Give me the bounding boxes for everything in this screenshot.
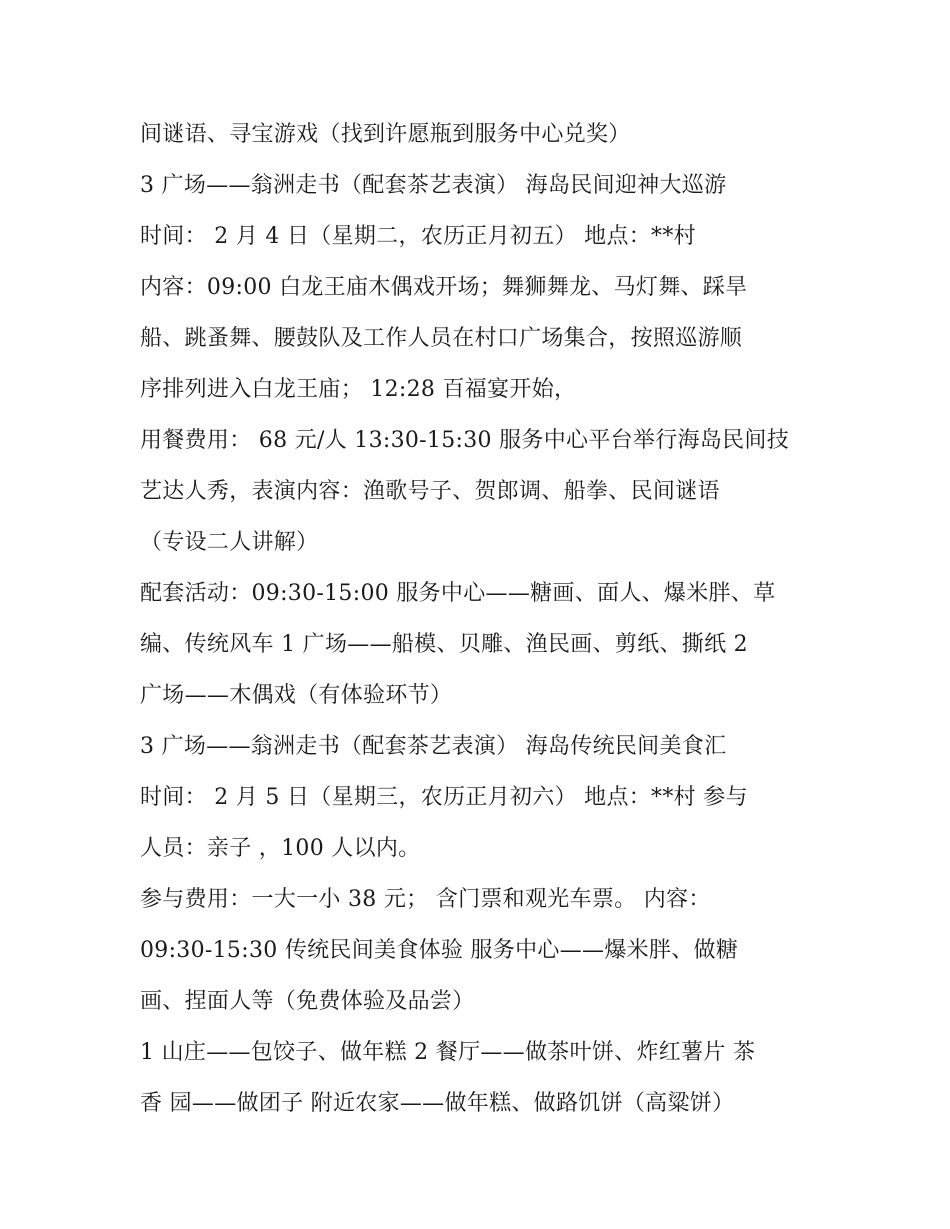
text-line: （专设二人讲解） (140, 530, 319, 555)
text-line: 配套活动：09:30-15:00 服务中心——糖画、面人、爆米胖、草 (140, 581, 776, 606)
text-line: 画、捏面人等（免费体验及品尝） (140, 989, 475, 1014)
text-line: 09:30-15:30 传统民间美食体验 服务中心——爆米胖、做糖 (140, 938, 739, 963)
text-line: 艺达人秀，表演内容：渔歌号子、贺郎调、船拳、民间谜语 (140, 479, 720, 504)
text-line: 3 广场——翁洲走书（配套茶艺表演） 海岛传统民间美食汇 (140, 734, 727, 759)
text-line: 编、传统风车 1 广场——船模、贝雕、渔民画、剪纸、撕纸 2 (140, 632, 748, 657)
text-line: 人员：亲子 ，100 人以内。 (140, 836, 421, 861)
text-line: 香 园——做团子 附近农家——做年糕、做路饥饼（高粱饼） (140, 1091, 735, 1116)
text-line: 船、跳蚤舞、腰鼓队及工作人员在村口广场集合，按照巡游顺 (140, 326, 743, 351)
text-line: 用餐费用： 68 元/人 13:30-15:30 服务中心平台举行海岛民间技 (140, 428, 790, 453)
text-line: 时间： 2 月 5 日（星期三，农历正月初六） 地点：**村 参与 (140, 785, 748, 810)
text-line: 间谜语、寻宝游戏（找到许愿瓶到服务中心兑奖） (140, 122, 631, 147)
text-line: 内容：09:00 白龙王庙木偶戏开场；舞狮舞龙、马灯舞、踩旱 (140, 275, 748, 300)
text-line: 1 山庄——包饺子、做年糕 2 餐厅——做茶叶饼、炸红薯片 茶 (140, 1040, 756, 1065)
text-line: 3 广场——翁洲走书（配套茶艺表演） 海岛民间迎神大巡游 (140, 173, 727, 198)
text-line: 参与费用：一大一小 38 元； 含门票和观光车票。 内容： (140, 887, 711, 912)
text-line: 时间： 2 月 4 日（星期二，农历正月初五） 地点：**村 (140, 224, 696, 249)
text-line: 序排列进入白龙王庙； 12:28 百福宴开始， (140, 377, 577, 402)
text-line: 广场——木偶戏（有体验环节） (140, 683, 453, 708)
document-body (140, 109, 820, 1129)
